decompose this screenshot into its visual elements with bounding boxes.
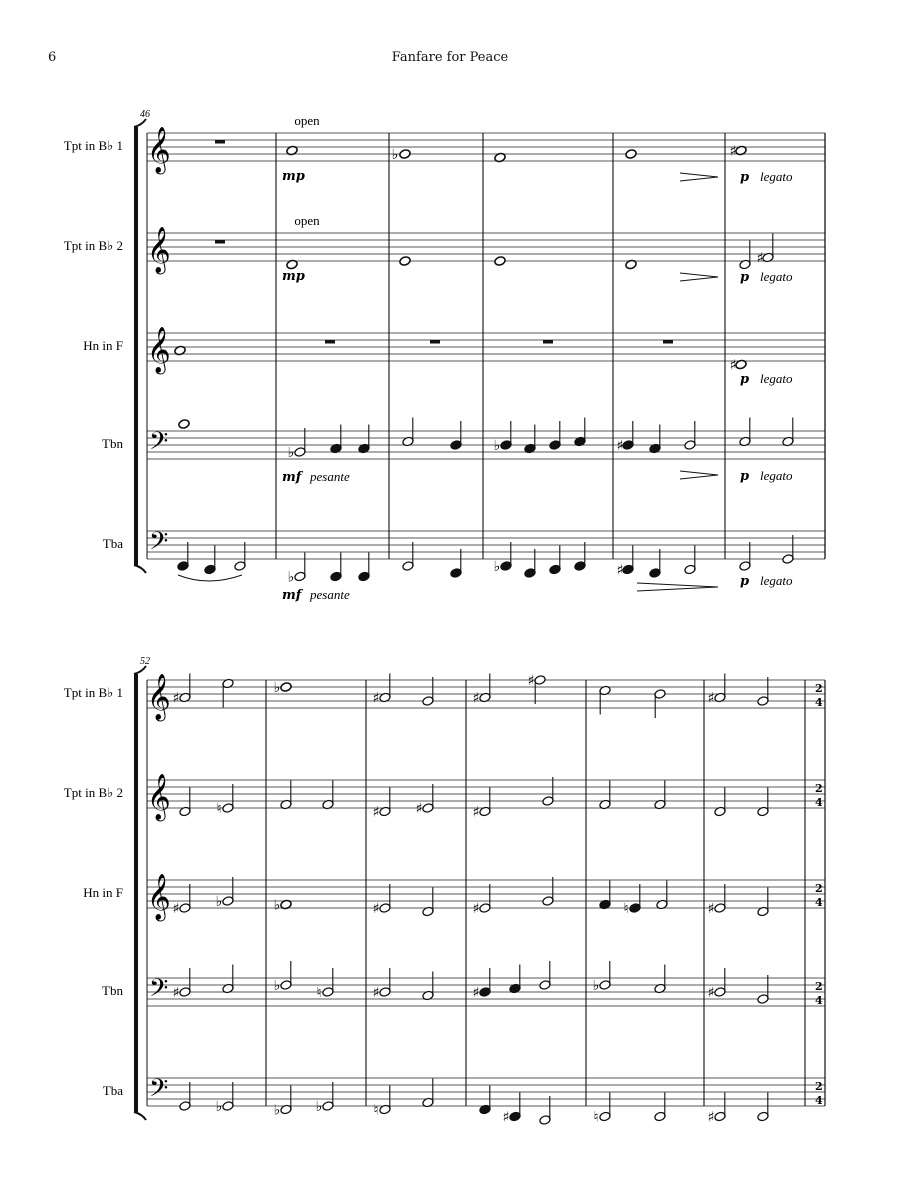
system-bracket [134,127,138,565]
sharp-icon: ♯ [616,438,624,454]
sharp-icon: ♯ [472,985,480,1001]
note-g [222,965,234,994]
note-eb [500,421,512,450]
time-signature-top: 2 [815,882,823,895]
note-eb [280,682,292,693]
note-e [757,788,769,817]
flat-icon: ♭ [592,978,600,994]
note-d [649,425,661,454]
expression-legato: legato [760,169,793,184]
instrument-label: Tbn [102,983,123,998]
note-e-sharp [479,788,491,817]
technique-open: open [294,213,320,228]
notehead [625,149,637,160]
decrescendo-hairpin [680,173,718,181]
note-f [757,1093,769,1122]
note-f [222,784,234,813]
note-f [322,968,334,997]
note-b [422,677,434,706]
natural-icon: ♮ [316,985,322,1001]
note-b [330,553,342,582]
note-f-sharp [622,421,634,450]
instrument-label: Hn in F [83,338,123,353]
expression-legato: legato [760,371,793,386]
dynamic-p: p [740,574,750,589]
notehead [399,149,411,160]
dynamic-p: p [740,372,750,387]
note-g-sharp [509,1093,521,1122]
whole-rest [543,340,553,344]
note-b [358,425,370,454]
treble-clef-icon: 𝄞 [147,127,171,173]
note-b [542,877,554,906]
note-g [654,781,666,810]
instrument-label: Tpt in B♭ 1 [63,685,123,700]
bracket-top-hook [134,119,146,127]
note-b [179,1082,191,1111]
note-d [178,419,190,430]
note-e [179,788,191,817]
note-d [649,549,661,578]
note-c [782,535,794,564]
note-f-sharp [714,884,726,913]
note-e [422,972,434,1001]
page-title: Fanfare for Peace [391,50,509,65]
sharp-icon: ♯ [707,985,715,1001]
flat-icon: ♭ [391,147,399,163]
sharp-icon: ♯ [707,690,715,707]
dynamic-mp: mp [282,269,305,284]
measure-number: 46 [140,109,150,120]
sharp-icon: ♯ [472,901,480,917]
flat-icon: ♭ [215,1099,223,1115]
note-e [549,421,561,450]
dynamic-p: p [740,469,750,484]
sharp-icon: ♯ [172,690,180,707]
time-signature-bottom: 4 [815,994,823,1007]
note-c-sharp [479,674,491,703]
whole-rest [663,340,673,344]
note-f-sharp [479,968,491,997]
note-c-sharp [379,674,391,703]
note-g [234,542,246,571]
system-bracket [134,674,138,1112]
expression-legato: legato [760,269,793,284]
natural-icon: ♮ [373,1102,379,1119]
flat-icon: ♭ [273,897,281,914]
whole-rest [215,240,225,244]
note-e [539,1096,551,1125]
note-ab [280,1086,292,1115]
notehead [280,682,292,693]
notehead [399,256,411,267]
note-f [654,1093,666,1122]
note-f-sharp [479,884,491,913]
note-f-sharp [179,884,191,913]
note-bb [222,877,234,906]
bass-clef-icon: 𝄢 [149,527,169,562]
note-d [654,689,666,718]
note-f-sharp [762,234,774,263]
notehead [178,419,190,430]
note-e-sharp [379,788,391,817]
note-ab [599,961,611,990]
dynamic-mf: mf [282,470,302,485]
note-e [450,421,462,450]
note-g [599,781,611,810]
note-g [656,881,668,910]
note-e [714,788,726,817]
natural-icon: ♮ [623,901,629,917]
flat-icon: ♭ [287,569,295,586]
note-f-sharp [534,675,546,704]
note-e [422,888,434,917]
note-g [574,418,586,447]
time-signature-top: 2 [815,782,823,795]
note-eb [500,542,512,571]
note-f-sharp [622,546,634,575]
note-e [739,241,751,270]
note-bb [222,1082,234,1111]
note-f-sharp [714,968,726,997]
dynamic-mf: mf [282,588,302,603]
natural-icon: ♮ [593,1109,599,1126]
sharp-icon: ♯ [472,804,480,821]
note-a [654,965,666,994]
time-signature-bottom: 4 [815,896,823,909]
note-a [509,965,521,994]
page-number: 6 [48,50,57,65]
sharp-icon: ♯ [372,690,380,707]
note-g [280,781,292,810]
flat-icon: ♭ [273,978,281,994]
note-c-sharp [179,674,191,703]
note-c [524,425,536,454]
treble-clef-icon: 𝄞 [147,327,171,373]
measure-number: 52 [140,656,150,667]
note-bb [322,1082,334,1111]
flat-icon: ♭ [215,894,223,910]
bass-clef-icon: 𝄢 [149,427,169,462]
decrescendo-hairpin [680,471,718,479]
time-signature-bottom: 4 [815,796,823,809]
sharp-icon: ♯ [707,901,715,917]
expression-pesante: pesante [310,587,350,602]
time-signature-top: 2 [815,682,823,695]
instrument-label: Tpt in B♭ 1 [63,138,123,153]
decrescendo-hairpin [680,273,718,281]
note-bb [294,428,306,457]
flat-icon: ♭ [493,438,501,454]
expression-legato: legato [760,468,793,483]
note-f [684,421,696,450]
whole-rest [215,140,225,144]
note-f-sharp [422,784,434,813]
decrescendo-hairpin [637,583,718,591]
technique-open: open [294,113,320,128]
expression-pesante: pesante [310,469,350,484]
time-signature-top: 2 [815,1080,823,1093]
note-c [422,1079,434,1108]
note-g [739,542,751,571]
note-c-sharp [714,674,726,703]
bracket-top-hook [134,666,146,674]
time-signature-top: 2 [815,980,823,993]
treble-clef-icon: 𝄞 [147,774,171,820]
note-b [358,553,370,582]
sharp-icon: ♯ [372,901,380,917]
sharp-icon: ♯ [729,357,737,374]
bass-clef-icon: 𝄢 [149,1074,169,1109]
sharp-icon: ♯ [527,673,535,689]
treble-clef-icon: 𝄞 [147,674,171,720]
note-bb [399,149,411,160]
note-f [494,256,506,267]
note-f-sharp [379,884,391,913]
note-e [549,546,561,575]
time-signature-bottom: 4 [815,1094,823,1107]
note-g [322,781,334,810]
note-g [574,542,586,571]
note-f [684,546,696,575]
flat-icon: ♭ [287,445,295,461]
bass-clef-icon: 𝄢 [149,974,169,1009]
expression-legato: legato [760,573,793,588]
note-d [757,975,769,1004]
dynamic-p: p [740,270,750,285]
note-bb [294,553,306,582]
notehead [494,256,506,267]
note-b [330,425,342,454]
note-a [379,1086,391,1115]
sharp-icon: ♯ [729,143,737,160]
sharp-icon: ♯ [756,250,764,267]
bracket-bottom-hook [134,565,146,573]
sharp-icon: ♯ [502,1109,510,1126]
sharp-icon: ♯ [707,1109,715,1126]
note-f [629,884,641,913]
flat-icon: ♭ [273,680,281,696]
note-e [757,888,769,917]
flat-icon: ♭ [493,559,501,575]
note-e [599,685,611,714]
instrument-label: Tbn [102,436,123,451]
note-f [599,1093,611,1122]
sharp-icon: ♯ [372,804,380,821]
note-ab [280,961,292,990]
note-f-sharp [714,1093,726,1122]
note-f-sharp [379,968,391,997]
note-b [479,1086,491,1115]
sharp-icon: ♯ [372,985,380,1001]
sharp-icon: ♯ [472,690,480,707]
note-f [402,418,414,447]
treble-clef-icon: 𝄞 [147,874,171,920]
instrument-label: Tpt in B♭ 2 [63,238,123,253]
dynamic-p: p [740,170,750,185]
note-f-sharp [179,968,191,997]
note-f [204,546,216,575]
flat-icon: ♭ [273,1102,281,1119]
note-f [399,256,411,267]
note-c [524,549,536,578]
time-signature-bottom: 4 [815,696,823,709]
whole-rest [430,340,440,344]
note-a [542,777,554,806]
flat-icon: ♭ [315,1099,323,1115]
note-f [222,678,234,707]
instrument-label: Hn in F [83,885,123,900]
bracket-bottom-hook [134,1112,146,1120]
note-b [625,149,637,160]
sharp-icon: ♯ [172,901,180,917]
note-g [739,418,751,447]
instrument-label: Tpt in B♭ 2 [63,785,123,800]
instrument-label: Tba [102,536,123,551]
note-g [782,418,794,447]
sharp-icon: ♯ [172,985,180,1001]
note-c [450,549,462,578]
dynamic-mp: mp [282,169,305,184]
note-f [402,542,414,571]
note-b [757,677,769,706]
treble-clef-icon: 𝄞 [147,227,171,273]
note-a [599,881,611,910]
sharp-icon: ♯ [415,801,423,817]
whole-rest [325,340,335,344]
instrument-label: Tba [102,1083,123,1098]
note-b [539,961,551,990]
note-g [177,542,189,571]
natural-icon: ♮ [216,801,222,817]
slur [178,575,242,581]
sharp-icon: ♯ [616,562,624,579]
